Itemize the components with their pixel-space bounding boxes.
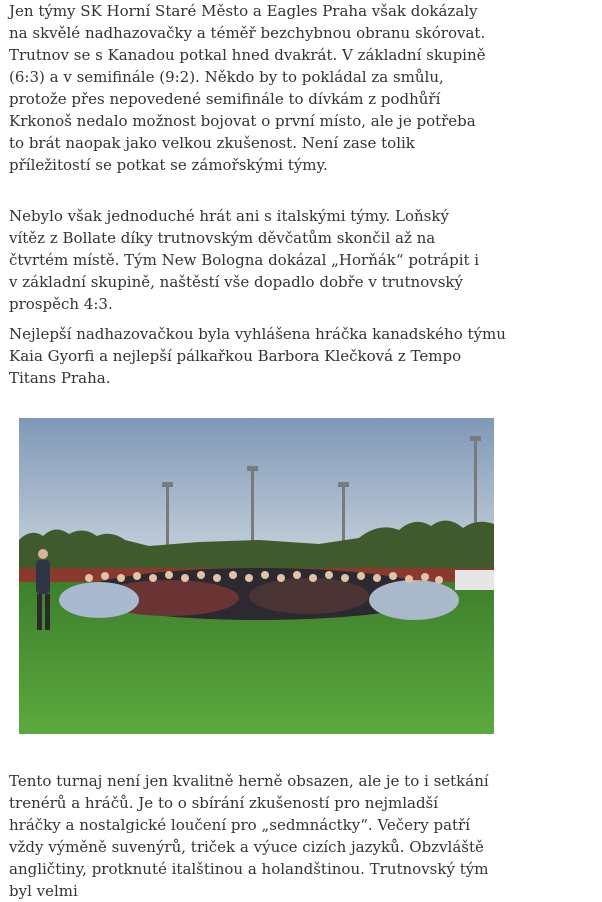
team-group-photo (19, 418, 494, 734)
banner (455, 570, 494, 590)
paragraph-tournament-results: Jen týmy SK Horní Staré Město a Eagles Praha však dokázaly na skvělé nadhazovačky a téměř bezchybnou obranu skórovat. Trutnov se s Kanadou potkal hned dvakrát. V základní skupině (6:3) a v semifinále (9:2). Někdo by to pokládal za smůlu, protože přes nepovedené semifinále to dívkám z podhůří Krkonoš nedalo možnost bojovat o první místo, ale je potřeba to brát naopak jako velkou zkušenost. Není zase tolik příležitostí se potkat se zámořskými týmy. (9, 2, 486, 174)
paragraph-italian-teams: Nebylo však jednoduché hrát ani s italskými týmy. Loňský vítěz z Bollate díky trutnovským děvčatům skončil až na čtvrtém místě. Tým New Bologna dokázal „Horňák“ potrápit i v základní skupině, naštěstí vše dopadlo dobře v trutnovský prospěch 4:3. (9, 207, 480, 313)
paragraph-tournament-social: Tento turnaj není jen kvalitně herně obsazen, ale je to i setkání trenérů a hráčů. Je to o sbírání zkušeností pro nejmladší hráčky a nostalgické loučení pro „sedmnáctky“. Večery patří vždy výměně suvenýrů, triček a výuce cizích jazyků. Obzvláště angličtiny, protknuté italštinou a holandštinou. Trutnovský tým byl velmi (9, 772, 489, 900)
paragraph-best-players: Nejlepší nadhazovačkou byla vyhlášena hráčka kanadského týmu Kaia Gyorfi a nejlepší pálkařkou Barbora Klečková z Tempo Titans Praha. (9, 325, 506, 387)
